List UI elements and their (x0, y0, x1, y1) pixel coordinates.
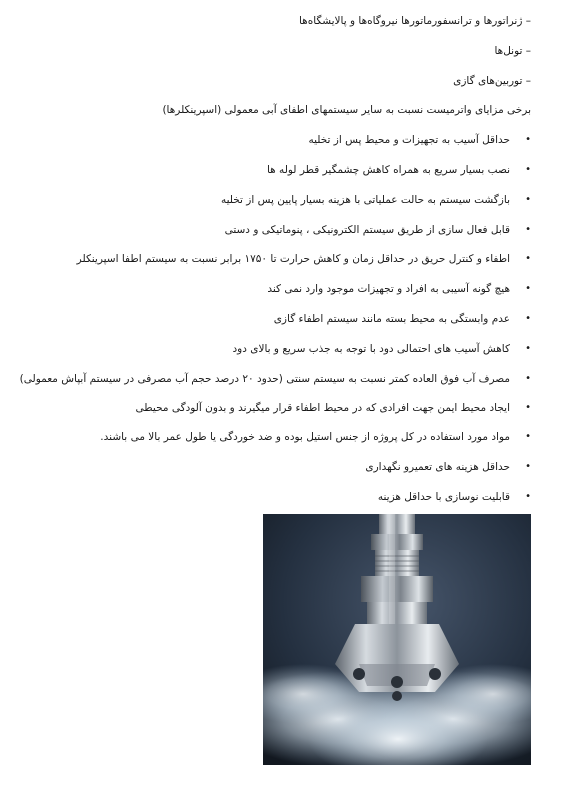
intro-item-generators (299, 14, 531, 28)
advantage-text: قابلیت نوسازی با حداقل هزینه (377, 491, 510, 503)
advantage-text: هیچ گونه آسیبی به افراد و تجهیزات موجود وارد نمی کند (267, 283, 510, 295)
advantage-text: مصرف آب فوق العاده کمتر نسبت به سیستم سنتی (حدود ۲۰ درصد حجم آب مصرفی در سیستم آبپاش معمولی) (19, 373, 510, 385)
advantage-text: عدم وابستگی به محیط بسته مانند سیستم اطفاء گازی (273, 313, 510, 325)
bullet-icon: • (525, 224, 531, 235)
nozzle-illustration (263, 514, 531, 765)
advantage-text: بازگشت سیستم به حالت عملیاتی با هزینه بسیار پایین پس از تخلیه (220, 194, 510, 206)
advantage-item (274, 312, 531, 326)
advantage-item (20, 372, 531, 386)
bullet-icon: • (525, 164, 531, 175)
advantage-text: اطفاء و کنترل حریق در حداقل زمان و کاهش حرارت تا ۱۷۵۰ برابر نسبت به سیستم اطفا اسپرینکلر (76, 253, 510, 265)
bullet-icon: • (525, 343, 531, 354)
advantage-text: مواد مورد استفاده در کل پروژه از جنس استیل بوده و ضد خوردگی یا طول عمر بالا می باشند. (100, 431, 510, 443)
bullet-icon: • (525, 313, 531, 324)
bullet-icon: • (525, 461, 531, 472)
advantage-text: کاهش آسیب های احتمالی دود با توجه به جذب سریع و بالای دود (232, 343, 510, 355)
advantages-heading: برخی مزایای واترمیست نسبت به سایر سیستمهای اطفای آبی معمولی (اسپرینکلرها) (162, 104, 531, 116)
bullet-icon: • (525, 431, 531, 442)
advantage-text: نصب بسیار سریع به همراه کاهش چشمگیر قطر لوله ها (266, 164, 510, 176)
advantage-item (365, 460, 531, 474)
bullet-icon: • (525, 194, 531, 205)
intro-item-text: – توربین‌های گازی (453, 75, 531, 87)
intro-item-text: – ژنراتورها و ترانسفورماتورها نیروگاه‌ها و پالایشگاه‌ها (298, 15, 531, 27)
advantage-item (100, 430, 531, 444)
advantage-item (308, 133, 531, 147)
intro-item-text: – تونل‌ها (494, 45, 531, 57)
advantage-text: قابل فعال سازی از طریق سیستم الکترونیکی ، پنوماتیکی و دستی (224, 224, 510, 236)
advantage-item (221, 193, 531, 207)
advantage-text: حداقل آسیب به تجهیزات و محیط پس از تخلیه (308, 134, 510, 146)
intro-item-gas-turbines (453, 74, 531, 88)
bullet-icon: • (525, 373, 531, 384)
advantage-text: ایجاد محیط ایمن جهت افرادی که در محیط اطفاء قرار میگیرند و بدون آلودگی محیطی (135, 402, 510, 414)
advantage-text: حداقل هزینه های تعمیرو نگهداری (365, 461, 510, 473)
bullet-icon: • (525, 253, 531, 264)
bullet-icon: • (525, 491, 531, 502)
water-mist-nozzle-photo (263, 514, 531, 765)
bullet-icon: • (525, 283, 531, 294)
intro-item-tunnels (494, 44, 531, 58)
bullet-icon: • (525, 402, 531, 413)
advantage-item (77, 252, 531, 266)
advantage-item (378, 490, 531, 504)
bullet-icon: • (525, 134, 531, 145)
advantage-item (225, 223, 531, 237)
advantage-item (267, 163, 531, 177)
advantage-item (267, 282, 531, 296)
advantage-item (136, 401, 531, 415)
advantage-item (233, 342, 532, 356)
